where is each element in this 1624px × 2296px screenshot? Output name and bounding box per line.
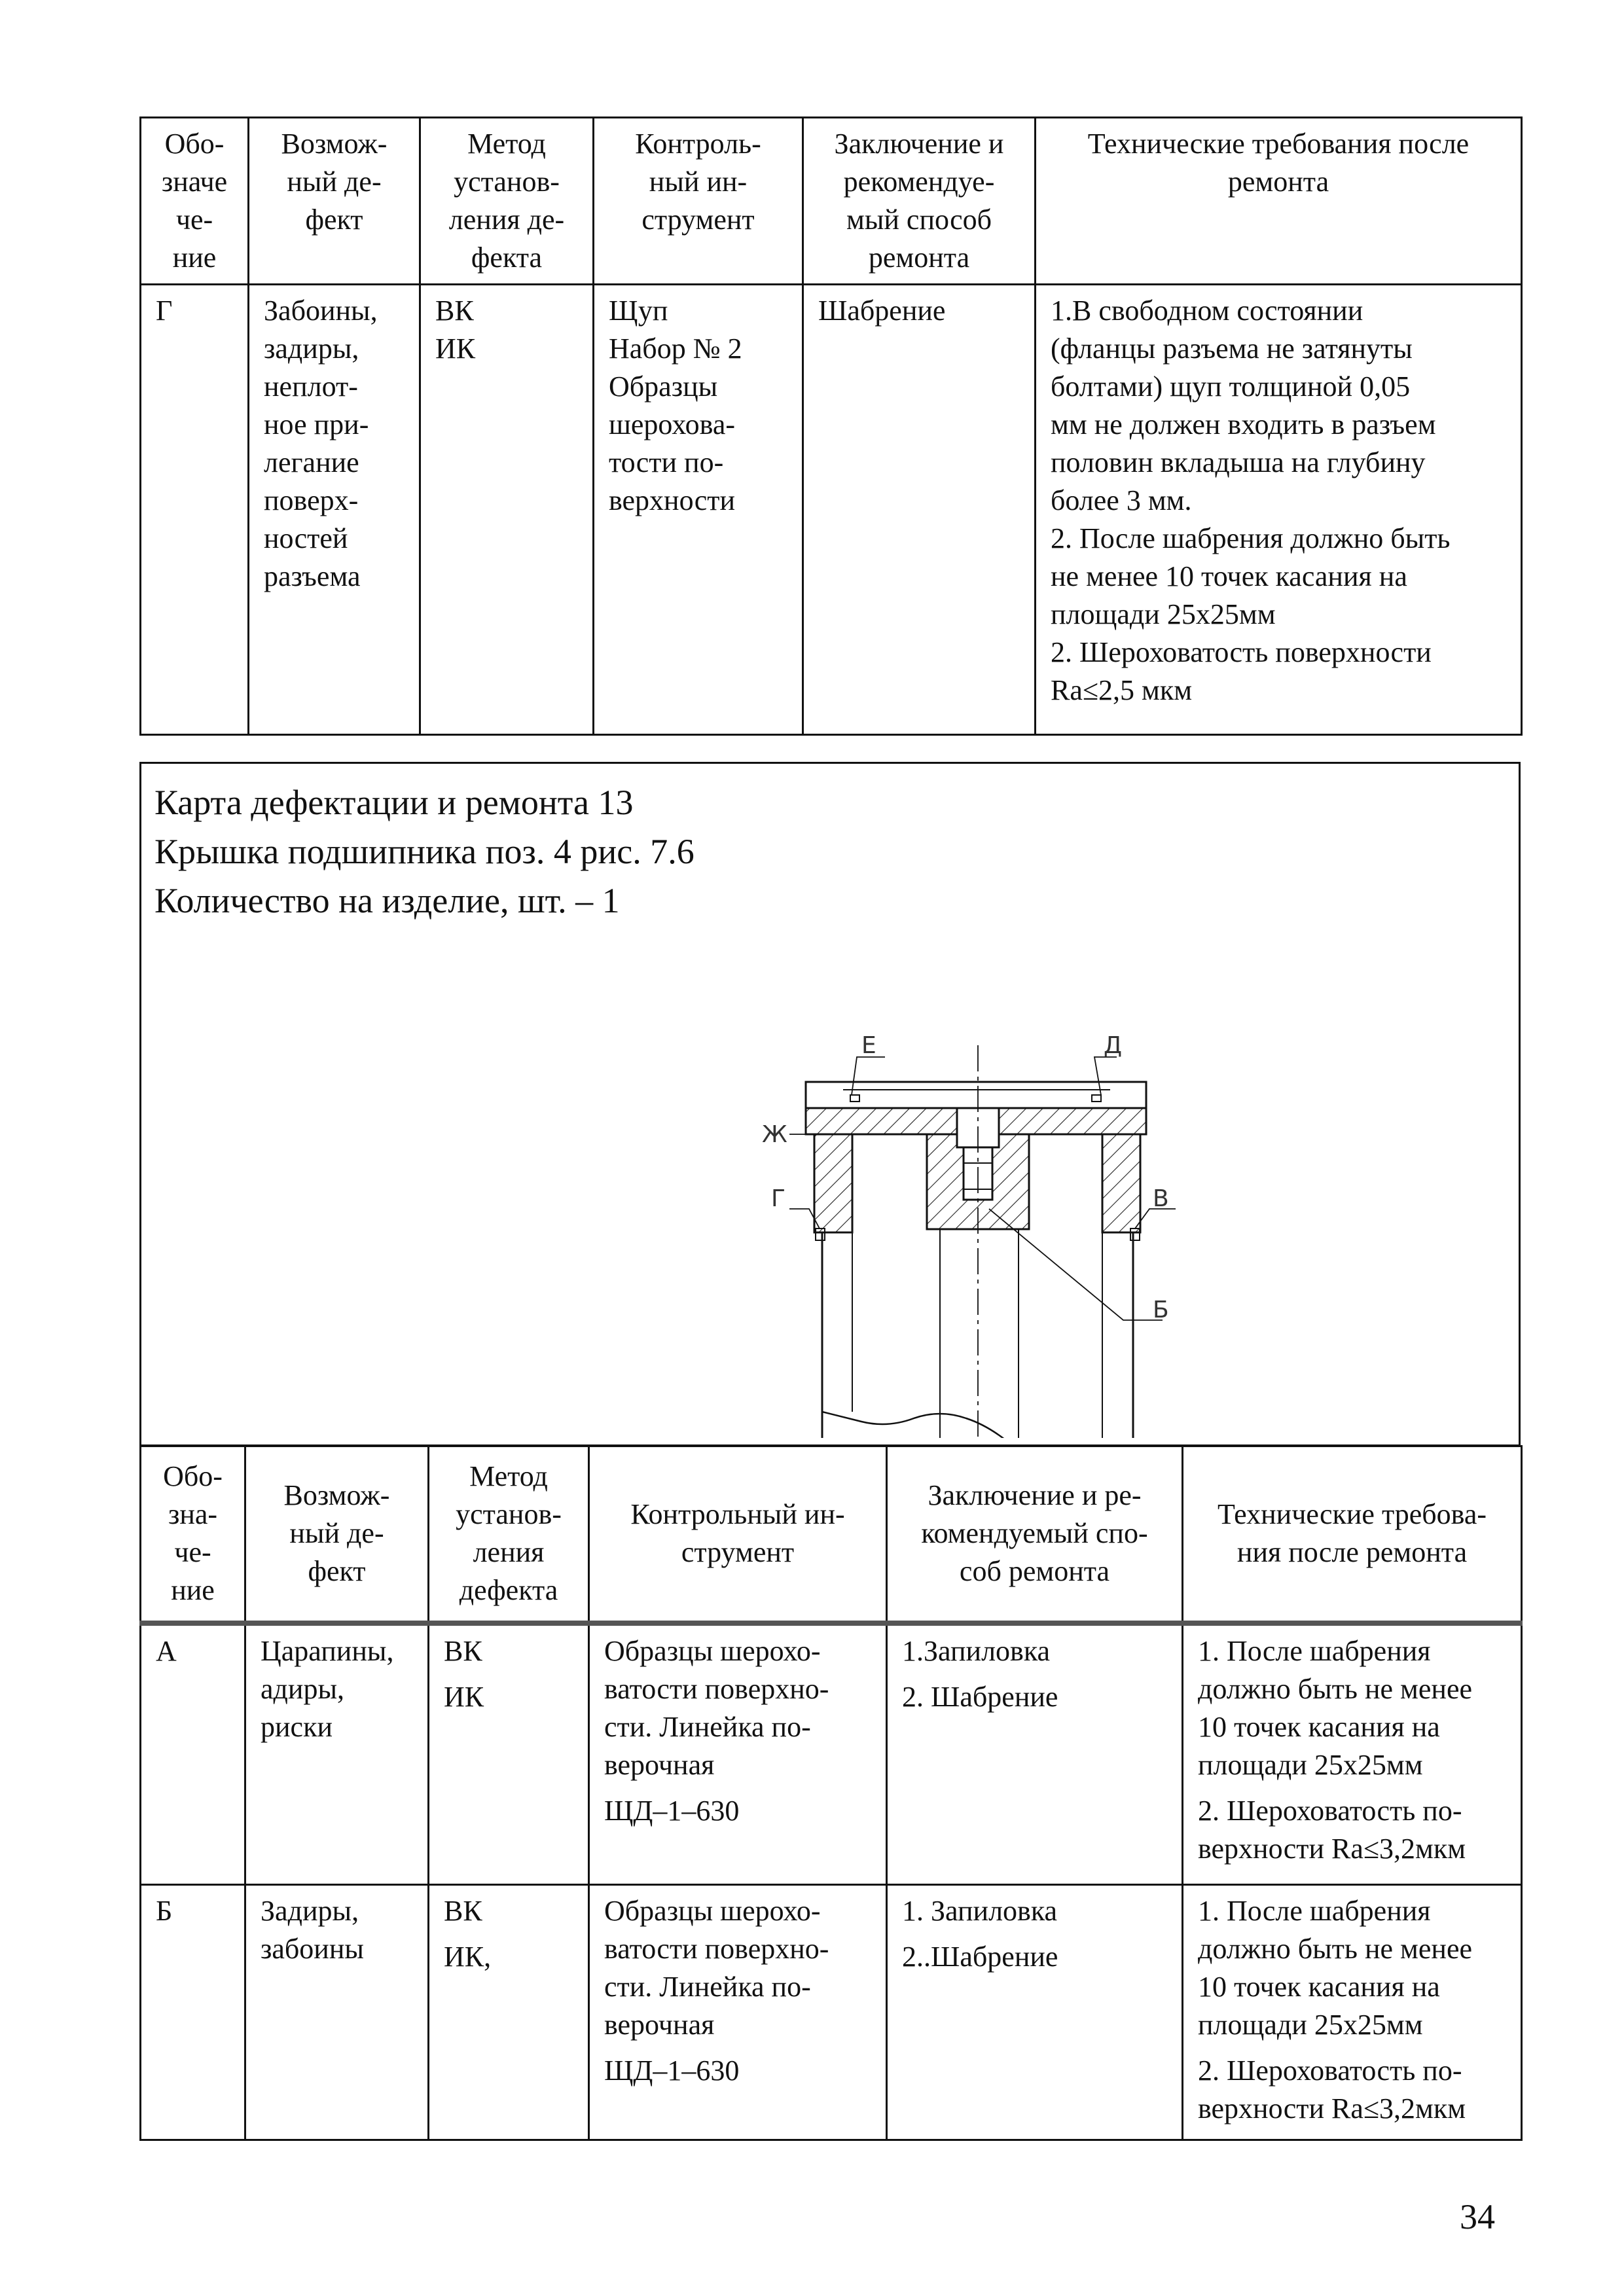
text-line: мм не должен входить в разъем [1051, 408, 1436, 440]
text-line: 2. Шероховатость по- [1198, 2054, 1462, 2087]
text-line: ления [473, 1536, 545, 1569]
header-detection-method [429, 1446, 589, 1623]
text-line: ремонта [1227, 166, 1329, 198]
text-line: Метод [469, 1460, 548, 1493]
text-line: 1. Запиловка [902, 1895, 1058, 1927]
text-line: ИК, [444, 1941, 492, 1973]
text-line: ный де- [289, 1517, 384, 1550]
text-line: Образцы [609, 370, 718, 403]
cell-detection-method [429, 1885, 589, 2140]
text-line: ления де- [448, 204, 565, 236]
table-header-row [141, 1446, 1522, 1623]
text-line: забоины [261, 1933, 364, 1965]
text-line: должно быть не менее [1198, 1672, 1473, 1705]
text-line: ние [172, 242, 217, 274]
text-line: площади 25х25мм [1051, 598, 1276, 630]
text-line: фект [308, 1555, 366, 1588]
text-line: ВК [444, 1895, 482, 1927]
text-line: Технические требования после [1087, 128, 1470, 160]
text-line: Набор № 2 [609, 332, 742, 365]
text-line: Возмож- [281, 128, 388, 160]
text-line: верхности [609, 484, 735, 516]
text-line: Задиры, [261, 1895, 359, 1927]
text-line: фект [305, 204, 363, 236]
text-line: установ- [456, 1498, 562, 1531]
cell-designation [141, 285, 249, 735]
text-line: комендуемый спо- [921, 1517, 1148, 1550]
header-designation [141, 1446, 245, 1623]
header-repair-method [887, 1446, 1183, 1623]
defect-table [139, 1445, 1523, 2141]
text-line: ВК [444, 1634, 482, 1667]
text-line: Забоины, [264, 295, 378, 327]
text-line: ИК [444, 1680, 484, 1713]
text-line: тости по- [609, 446, 724, 478]
text-line: сти. Линейка по- [604, 1710, 811, 1743]
text-line: верхности Ra≤3,2мкм [1198, 2092, 1466, 2125]
text-line: 2. Шероховатость по- [1198, 1794, 1462, 1827]
text-line: ВК [435, 295, 474, 327]
page-number: 34 [1460, 2197, 1495, 2236]
text-line: Г [156, 295, 173, 327]
header-control-tool [594, 118, 803, 285]
text-line: Заключение и [834, 128, 1004, 160]
cell-detection-method [420, 285, 594, 735]
text-line: ние [171, 1574, 215, 1607]
text-line: 1.Запиловка [902, 1634, 1051, 1667]
text-line: ный ин- [649, 166, 748, 198]
slot-d [1092, 1095, 1101, 1102]
defect-card [139, 762, 1521, 1446]
label-b: Б [1153, 1297, 1169, 1323]
text-line: 1.В свободном состоянии [1051, 295, 1363, 327]
text-line: Ra≤2,5 мкм [1051, 674, 1193, 706]
text-line: 2..Шабрение [902, 1941, 1058, 1973]
defect-table-continuation [139, 117, 1523, 736]
text-line: сти. Линейка по- [604, 1971, 811, 2003]
text-line: Образцы шерохо- [604, 1895, 821, 1927]
text-line: задиры, [264, 332, 359, 365]
text-line: ремонта [868, 242, 970, 274]
label-zh: Ж [762, 1121, 787, 1148]
cell-defect [249, 285, 420, 735]
label-d: Д [1104, 1032, 1123, 1059]
cell-repair-method [887, 1623, 1183, 1885]
text-line: ватости поверхно- [604, 1933, 829, 1965]
text-line: 2. Шабрение [902, 1680, 1058, 1713]
text-line: верочная [604, 2009, 715, 2041]
label-e: Е [861, 1032, 876, 1059]
text-line: Возмож- [283, 1479, 390, 1512]
table-row [141, 1885, 1522, 2140]
text-line: разъема [264, 560, 361, 592]
text-line: половин вкладыша на глубину [1051, 446, 1426, 478]
cell-requirements [1183, 1885, 1522, 2140]
text-line: Щуп [609, 295, 668, 327]
break-line [822, 1412, 1019, 1438]
text-line: Контроль- [635, 128, 761, 160]
text-line: 2. Шероховатость поверхности [1051, 636, 1432, 668]
text-line: неплот- [264, 370, 358, 403]
cell-requirements [1036, 285, 1522, 735]
header-repair-method [803, 118, 1036, 285]
cell-defect [245, 1885, 429, 2140]
table-header-row [141, 118, 1522, 285]
header-designation [141, 118, 249, 285]
header-detection-method [420, 118, 594, 285]
text-line: струмент [681, 1536, 795, 1569]
text-line: Шабрение [818, 295, 946, 327]
text-line: Царапины, [261, 1634, 394, 1667]
text-line: 2. После шабрения должно быть [1051, 522, 1451, 554]
text-line: ный де- [287, 166, 382, 198]
text-line: дефекта [459, 1574, 558, 1607]
header-requirements [1036, 118, 1522, 285]
text-line: верхности Ra≤3,2мкм [1198, 1832, 1466, 1865]
cell-detection-method [429, 1623, 589, 1885]
cell-control-tool: Образцы шерохо- ватости поверхно- сти. Линейка по- верочная ЩД–1–630 [589, 1885, 887, 2140]
text-line: шерохова- [609, 408, 736, 440]
text-line: ния после ремонта [1236, 1536, 1468, 1569]
cell-control-tool [594, 285, 803, 735]
cell-designation: Б [141, 1885, 245, 2140]
text-line: не менее 10 точек касания на [1051, 560, 1407, 592]
text-line: поверх- [264, 484, 359, 516]
text-line: ное при- [264, 408, 369, 440]
header-defect [245, 1446, 429, 1623]
text-line: ИК [435, 332, 476, 365]
text-line: ватости поверхно- [604, 1672, 829, 1705]
text-line: зна- [168, 1498, 218, 1531]
text-line: струмент [641, 204, 755, 236]
text-line: площади 25х25мм [1198, 1748, 1423, 1781]
cell-designation: А [141, 1623, 245, 1885]
text-line: ностей [264, 522, 348, 554]
text-line: должно быть не менее [1198, 1933, 1473, 1965]
text-line: болтами) щуп толщиной 0,05 [1051, 370, 1411, 403]
cell-repair-method [803, 285, 1036, 735]
header-requirements [1183, 1446, 1522, 1623]
text-line: более 3 мм. [1051, 484, 1192, 516]
text-line: верочная [604, 1748, 715, 1781]
cell-requirements [1183, 1623, 1522, 1885]
text-line: 1. После шабрения [1198, 1634, 1431, 1667]
text-line: рекомендуе- [843, 166, 995, 198]
text-line: че- [175, 204, 213, 236]
text-line: значе [161, 166, 228, 198]
text-line: Заключение и ре- [928, 1479, 1142, 1512]
label-g: Г [771, 1185, 785, 1212]
slot-e [850, 1095, 859, 1102]
table-row [141, 1623, 1522, 1885]
header-control-tool [589, 1446, 887, 1623]
text-line: установ- [454, 166, 560, 198]
text-line: че- [174, 1536, 211, 1569]
text-line: мый способ [846, 204, 992, 236]
text-line: фекта [471, 242, 543, 274]
text-line: риски [261, 1710, 333, 1743]
text-line: 1. После шабрения [1198, 1895, 1431, 1927]
label-v: В [1153, 1185, 1169, 1212]
text-line: соб ремонта [959, 1555, 1110, 1588]
text-line: Технические требова- [1217, 1498, 1487, 1531]
text-line: Контрольный ин- [630, 1498, 845, 1531]
cell-repair-method [887, 1885, 1183, 2140]
text-line: 10 точек касания на [1198, 1971, 1440, 2003]
left-wall-section [814, 1134, 852, 1232]
text-line: Образцы шерохо- [604, 1634, 821, 1667]
text-line: Обо- [163, 1460, 223, 1493]
table-row [141, 285, 1522, 735]
text-line: Количество на изделие, шт. – 1 [154, 881, 620, 920]
cell-control-tool: Образцы шерохо- ватости поверхно- сти. Линейка по- верочная ЩД–1–630 [589, 1623, 887, 1885]
text-line: 10 точек касания на [1198, 1710, 1440, 1743]
text-line: Обо- [164, 128, 225, 160]
text-line: (фланцы разъема не затянуты [1051, 332, 1413, 365]
bearing-cover-drawing [600, 901, 1189, 1438]
text-line: легание [264, 446, 359, 478]
text-line: площади 25х25мм [1198, 2009, 1423, 2041]
right-wall-section [1102, 1134, 1140, 1232]
text-line: Крышка подшипника поз. 4 рис. 7.6 [154, 832, 695, 871]
header-defect [249, 118, 420, 285]
cell-defect [245, 1623, 429, 1885]
text-line: Карта дефектации и ремонта 13 [154, 783, 634, 822]
text-line: адиры, [261, 1672, 345, 1705]
text-line: Метод [467, 128, 546, 160]
